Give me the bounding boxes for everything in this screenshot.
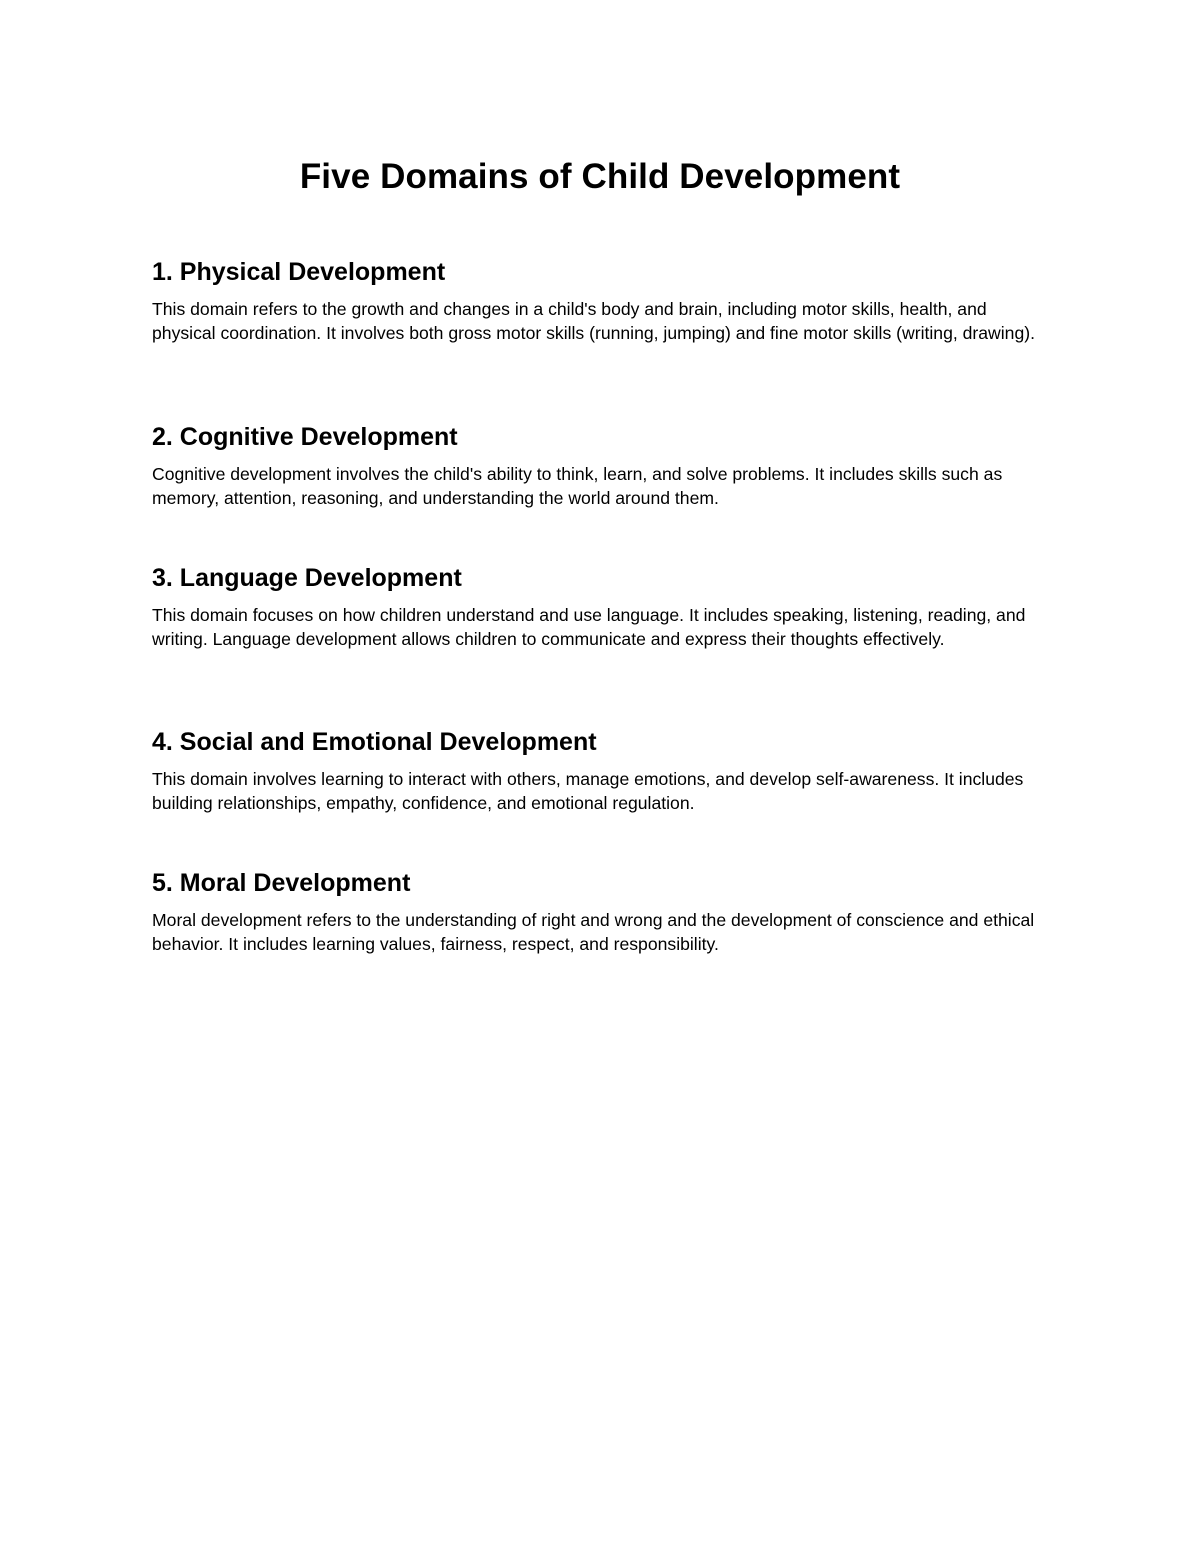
section-heading: 5. Moral Development [152,869,411,897]
section-social-emotional-development [152,727,1052,815]
section-heading: 2. Cognitive Development [152,423,458,451]
section-paragraph: This domain involves learning to interact with others, manage emotions, and develop self-awareness. It includes building relationships, empathy, confidence, and emotional regulation. [152,769,1024,813]
section-heading: 4. Social and Emotional Development [152,728,597,756]
section-moral-development [152,868,1052,956]
section-physical-development [152,257,1052,345]
section-paragraph: This domain refers to the growth and changes in a child's body and brain, including motor skills, health, and physical coordination. It involves both gross motor skills (running, jumping) and fine motor skills (writing, drawing). [152,299,1035,343]
section-heading: 3. Language Development [152,564,462,592]
section-paragraph: This domain focuses on how children understand and use language. It includes speaking, listening, reading, and writing. Language development allows children to communicate and express their thoughts effectively. [152,605,1026,649]
section-language-development [152,563,1052,651]
section-paragraph: Moral development refers to the understanding of right and wrong and the development of conscience and ethical behavior. It includes learning values, fairness, respect, and responsibility. [152,910,1035,954]
page-title: Five Domains of Child Development [299,157,901,196]
section-cognitive-development [152,422,1052,510]
section-paragraph: Cognitive development involves the child's ability to think, learn, and solve problems. It includes skills such as memory, attention, reasoning, and understanding the world around them. [152,464,1003,508]
section-heading: 1. Physical Development [152,258,446,286]
